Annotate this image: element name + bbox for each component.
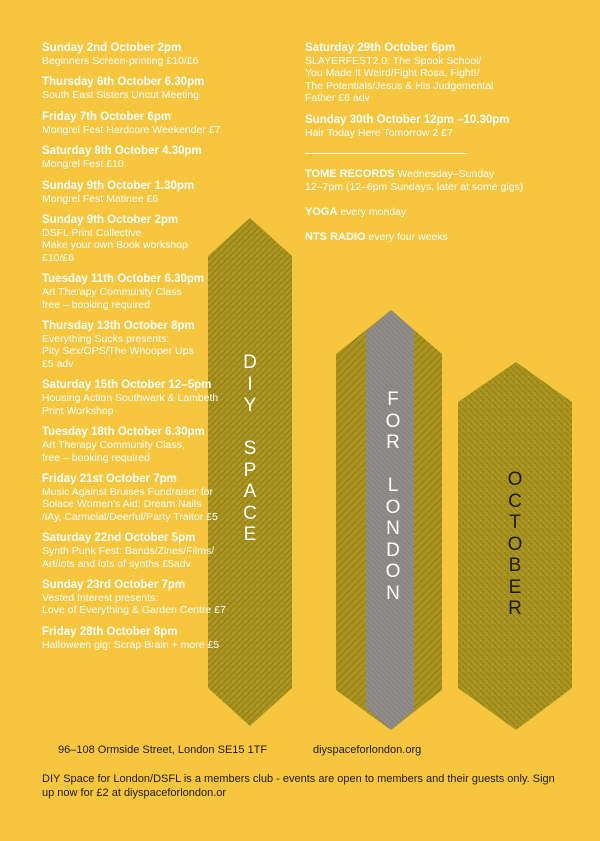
website-link[interactable]: diyspaceforlondon.org	[313, 744, 422, 756]
pillar-letter: A	[243, 481, 257, 502]
event-date: Sunday 2nd October 2pm	[42, 42, 182, 54]
pillar-letter: N	[386, 518, 400, 539]
event-description: Halloween gig: Scrap Brain + more £5	[42, 638, 220, 651]
event-item	[42, 273, 312, 311]
event-description: free – booking required	[42, 298, 150, 311]
divider	[305, 153, 467, 154]
pillar-letter: C	[508, 490, 522, 512]
event-description: Vested Interest presents:	[42, 591, 159, 604]
pillar-letter: D	[243, 352, 257, 373]
pillar-letter: P	[243, 459, 257, 481]
info-title: NTS RADIO	[305, 231, 366, 244]
event-description: Print Workshop	[42, 404, 114, 417]
event-date: Saturday 22nd October 5pm	[42, 532, 196, 545]
pillar-letter: O	[507, 469, 523, 490]
event-description: Solace Women's Aid: Dream Nails	[42, 498, 202, 511]
info-text: every monday	[337, 206, 407, 219]
event-item	[42, 426, 312, 464]
event-item	[42, 76, 312, 101]
event-date: Saturday 29th October 6pm	[305, 42, 456, 54]
event-description: Make your own Book workshop	[42, 239, 188, 252]
pillar-letter: B	[508, 555, 522, 576]
event-date: Sunday 9th October 1.30pm	[42, 179, 195, 192]
event-description: Art Therapy Community Class	[42, 286, 182, 299]
event-description: The Potentials/Jesus & His Judgemental	[305, 79, 494, 92]
event-description: Synth Punk Fest: Bands/Zines/Films/	[42, 545, 215, 558]
pillar-letter: S	[243, 438, 257, 459]
pillar-october-text	[458, 470, 572, 621]
event-item	[42, 579, 312, 617]
event-date: Friday 7th October 6pm	[42, 110, 172, 123]
event-date: Thursday 6th October 6.30pm	[42, 76, 205, 89]
event-item	[42, 473, 312, 523]
pillar-letter: E	[243, 524, 257, 545]
event-list	[42, 42, 312, 660]
event-item	[42, 532, 312, 570]
info-text: every four weeks	[365, 231, 448, 244]
event-description: Hair Today Here Tomorrow 2 £7	[305, 126, 453, 139]
event-date: Saturday 8th October 4.30pm	[42, 145, 202, 158]
info-text-line2: 12–7pm (12–6pm Sundays, later at some gigs)	[305, 181, 524, 194]
event-date: Thursday 13th October 8pm	[42, 320, 195, 333]
event-item	[42, 111, 312, 136]
event-description: /iAy, Carmelal/Deerful/Party Traitor £5	[42, 510, 218, 523]
venue-address: 96–108 Ormside Street, London SE15 1TF	[58, 744, 268, 756]
event-date: Sunday 30th October 12pm –10.30pm	[305, 113, 510, 126]
pillar-letter: O	[385, 561, 401, 582]
event-description: DSFL Print Collective	[42, 227, 142, 240]
event-description: Art/lots and lots of synths £5adv	[42, 557, 191, 570]
pillar-letter: R	[508, 598, 522, 619]
pillar-letter: Y	[243, 395, 257, 416]
pillar-letter: R	[386, 432, 400, 453]
pillar-letter: O	[385, 410, 401, 432]
pillar-letter	[390, 455, 395, 477]
pillar-letter: N	[386, 582, 400, 604]
event-date: Tuesday 18th October 6.30pm	[42, 426, 205, 439]
event-description: Music Against Bruises Fundraiser for	[42, 485, 213, 498]
event-description: Mongrel Fest Matinee £6	[42, 192, 159, 205]
info-item	[305, 206, 590, 219]
pillar-letter: L	[387, 475, 399, 496]
event-description: Housing Action Southwark & Lambeth	[42, 392, 219, 405]
event-description: SLAYERFEST2.0: The Spook School/	[305, 55, 482, 67]
event-item	[305, 114, 590, 139]
event-description: £10/£6	[42, 251, 75, 264]
info-text: Wednesday–Sunday	[394, 168, 495, 181]
event-description: Love of Everything & Garden Centre £7	[42, 604, 226, 617]
pillar-for-london-text	[344, 390, 442, 605]
event-date: Saturday 15th October 12–5pm	[42, 379, 212, 392]
info-title: YOGA	[305, 206, 338, 219]
event-date: Sunday 23rd October 7pm	[42, 578, 186, 591]
membership-note: DIY Space for London/DSFL is a members club - events are open to members and their guests only. Sign up now for £2 at diyspaceforlondon.or	[42, 773, 555, 799]
event-description: free – booking required	[42, 451, 150, 464]
event-item	[42, 626, 312, 651]
pillar-october	[458, 362, 572, 730]
event-item	[42, 42, 312, 67]
event-description: Art Therapy Community Class,	[42, 439, 185, 452]
event-date: Tuesday 11th October 6.30pm	[42, 273, 205, 286]
event-description: You Made It Weird/Fight Rosa, Fight!/	[305, 67, 480, 80]
event-item	[305, 42, 590, 105]
event-date: Sunday 9th October 2pm	[42, 214, 179, 227]
pillar-letter: T	[509, 512, 521, 533]
event-date: Friday 28th October 8pm	[42, 625, 178, 638]
event-description: Everything Sucks presents:	[42, 333, 170, 346]
event-description: Father £6 adv	[305, 92, 370, 105]
pillar-letter: C	[243, 502, 257, 524]
info-title: TOME RECORDS	[305, 168, 395, 181]
pillar-letter: D	[386, 539, 400, 561]
event-item	[42, 145, 312, 170]
info-item	[305, 168, 590, 194]
pillar-letter: E	[508, 576, 522, 598]
event-description: South East Sisters Uncut Meeting	[42, 89, 199, 102]
event-item	[42, 180, 312, 205]
info-item	[305, 231, 590, 244]
pillar-letter: I	[247, 373, 253, 395]
event-date: Friday 21st October 7pm	[42, 472, 177, 485]
event-list-secondary	[305, 42, 590, 256]
event-description: Mongrel Fest Hardcore Weekender £7	[42, 123, 221, 136]
pillar-letter: O	[507, 533, 523, 555]
event-description: Beginners Screen-printing £10/£6	[42, 55, 199, 67]
event-item	[42, 214, 312, 264]
event-item	[42, 379, 312, 417]
event-item	[42, 320, 312, 370]
event-description: £5 adv	[42, 357, 74, 370]
pillar-letter: O	[385, 496, 401, 518]
pillar-for-london	[336, 310, 442, 730]
pillar-letter: F	[387, 389, 399, 410]
event-description: Pity Sex/OPS/The Whooper Ups	[42, 345, 194, 358]
event-description: Mongrel Fest £10	[42, 158, 124, 171]
